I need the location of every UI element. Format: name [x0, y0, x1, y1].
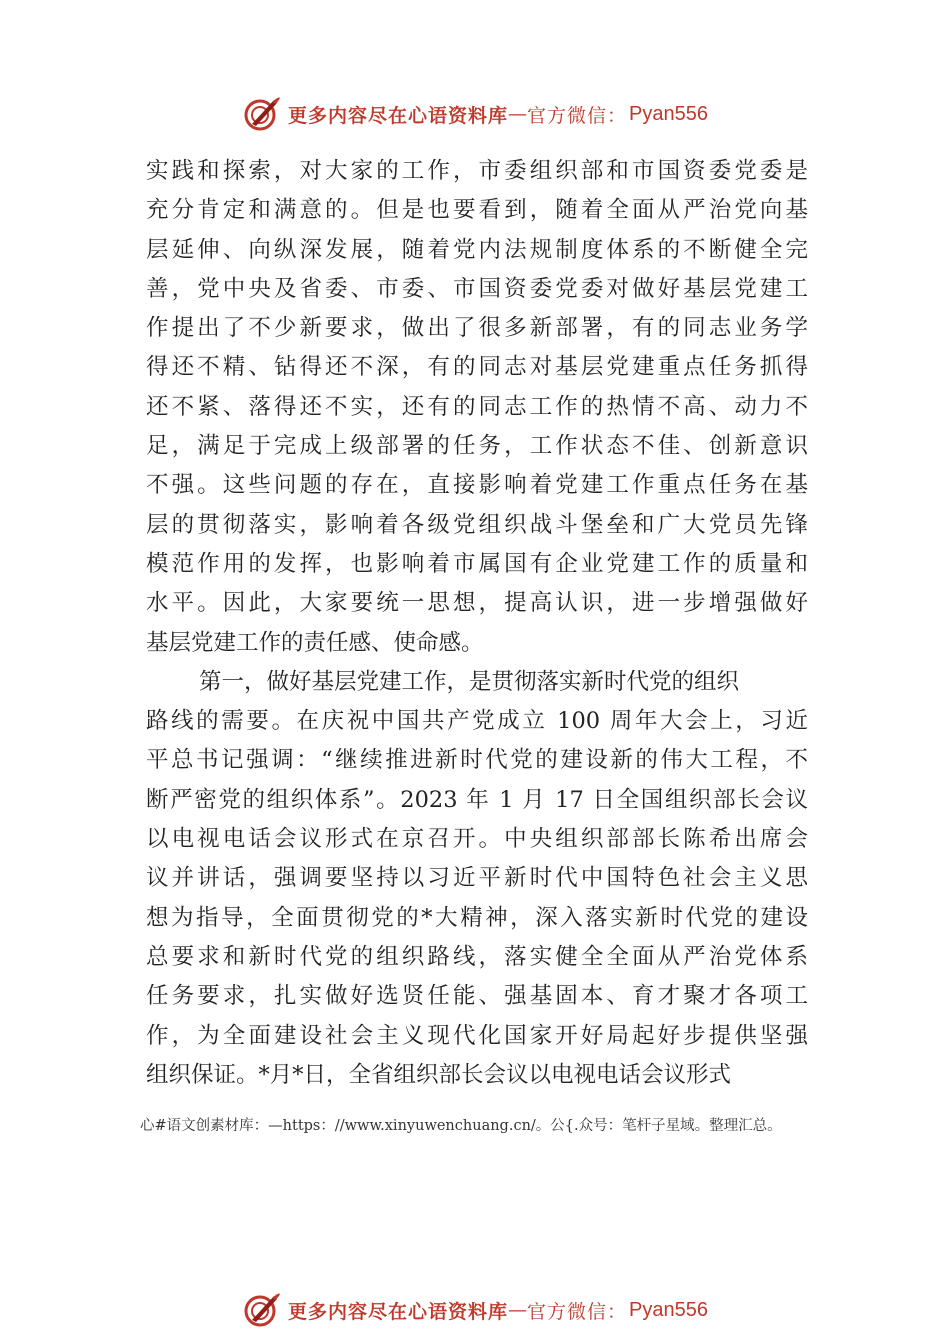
text-line: 模范作用的发挥，也影响着市属国有企业党建工作的质量和	[146, 550, 808, 577]
banner-separator: —	[508, 103, 528, 125]
text-line: 基层党建工作的责任感、使命感。	[146, 629, 484, 656]
banner-wechat-id: Pyan556	[629, 102, 708, 125]
text-line: 平总书记强调：“继续推进新时代党的建设新的伟大工程，不	[146, 747, 808, 774]
banner-label: 官方微信：	[527, 1300, 628, 1323]
text-line: 足，满足于完成上级部署的任务，工作状态不佳、创新意识	[146, 433, 808, 460]
text-line: 断严密党的组织体系”。2023 年 1 月 17 日全国组织部长会议	[146, 786, 808, 813]
quill-seal-logo-icon	[242, 1290, 282, 1330]
text-line: 实践和探索，对大家的工作，市委组织部和市国资委党委是	[146, 158, 808, 184]
banner-brand: 更多内容尽在心语资料库	[288, 1300, 509, 1323]
text-line: 还不紧、落得还不实，还有的同志工作的热情不高、动力不	[146, 393, 808, 420]
section-heading-line: 第一，做好基层党建工作，是贯彻落实新时代党的组织	[199, 668, 740, 695]
text-line: 得还不精、钻得还不深，有的同志对基层党建重点任务抓得	[146, 354, 808, 381]
text-line: 层延伸、向纵深发展，随着党内法规制度体系的不断健全完	[146, 236, 808, 263]
banner-wechat-id: Pyan556	[629, 1298, 708, 1321]
document-body	[146, 152, 808, 1095]
text-line: 作，为全面建设社会主义现代化国家开好局起好步提供坚强	[146, 1022, 808, 1049]
text-line: 层的贯彻落实，影响着各级党组织战斗堡垒和广大党员先锋	[146, 511, 808, 538]
text-line: 善，党中央及省委、市委、市国资委党委对做好基层党建工	[146, 275, 808, 302]
text-line: 路线的需要。在庆祝中国共产党成立 100 周年大会上，习近	[146, 708, 808, 735]
banner-separator: —	[508, 1299, 528, 1321]
text-line: 水平。因此，大家要统一思想，提高认识，进一步增强做好	[146, 590, 808, 617]
text-line: 组织保证。*月*日，全省组织部长会议以电视电话会议形式	[146, 1061, 732, 1088]
header-banner	[0, 94, 950, 134]
text-line: 想为指导，全面贯彻党的*大精神，深入落实新时代党的建设	[146, 904, 808, 931]
source-footnote: 心#语文创素材库：—https：//www.xinyuwenchuang.cn/。公{.众号：笔杆子星域。整理汇总。	[140, 1118, 782, 1134]
quill-seal-logo-icon	[242, 94, 282, 134]
text-line: 以电视电话会议形式在京召开。中央组织部部长陈希出席会	[146, 826, 808, 853]
text-line: 议并讲话，强调要坚持以习近平新时代中国特色社会主义思	[146, 865, 808, 892]
text-line: 不强。这些问题的存在，直接影响着党建工作重点任务在基	[146, 472, 808, 499]
text-line: 总要求和新时代党的组织路线，落实健全全面从严治党体系	[146, 943, 808, 970]
text-line: 任务要求，扎实做好选贤任能、强基固本、育才聚才各项工	[146, 983, 808, 1010]
footer-banner	[0, 1290, 950, 1330]
text-line: 作提出了不少新要求，做出了很多新部署，有的同志业务学	[146, 315, 808, 342]
banner-label: 官方微信：	[527, 104, 628, 127]
banner-brand: 更多内容尽在心语资料库	[288, 104, 509, 127]
text-line: 充分肯定和满意的。但是也要看到，随着全面从严治党向基	[146, 197, 808, 224]
